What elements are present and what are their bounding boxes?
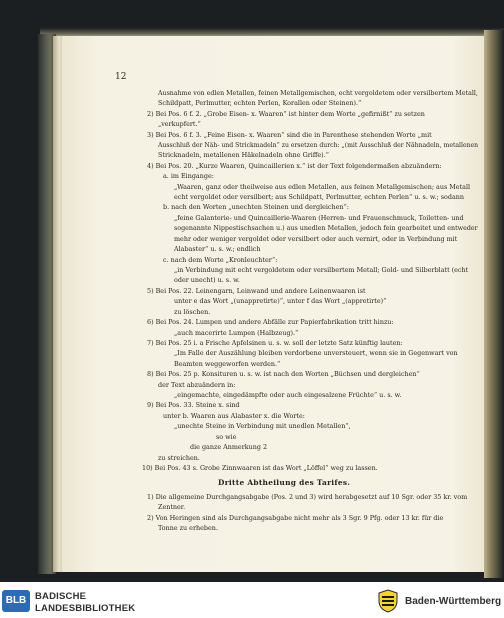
text-line: „auch macerirte Lumpen (Halbzeug).“	[174, 329, 299, 337]
text-line: unter b. Waaren aus Alabaster x. die Worte:	[163, 412, 305, 420]
state-name: Baden-Württemberg	[405, 596, 502, 607]
text-line: „in Verbindung mit echt vergoldetem oder versilbertem Metall; Gold- und Silberblatt (echt	[174, 266, 469, 274]
blb-logo: BLB	[2, 590, 30, 612]
text-line: „Waaren, ganz oder theilweise aus edlen Metallen, aus feinen Metallgemischen; aus Metall	[174, 183, 471, 191]
library-name-line2: LANDESBIBLIOTHEK	[35, 603, 136, 614]
text-line: 4) Bei Pos. 20. „Kurze Waaren, Quincaillerien x.“ ist der Text folgendermaßen abzuändern:	[147, 162, 442, 170]
text-line: b. nach den Worten „unechten Steinen und dergleichen“:	[163, 203, 349, 211]
text-line: 2) Von Heringen sind als Durchgangsabgabe nicht mehr als 3 Sgr. 9 Pfg. oder 13 kr. für die	[147, 514, 444, 522]
text-line: 7) Bei Pos. 25 i. a Frische Apfelsinen u. s. w. soll der letzte Satz künftig lauten:	[147, 339, 403, 347]
text-line: der Text abzuändern in:	[158, 381, 236, 389]
text-line: 1) Die allgemeine Durchgangsabgabe (Pos. 2 und 3) wird herabgesetzt auf 10 Sgr. oder 35 kr. vom	[147, 493, 468, 501]
text-line: echt vergoldet oder versilbert; aus Schildpatt, Perlmutter, echten Perlen“ u. s. w.; sodann	[174, 193, 465, 201]
library-name-line1: BADISCHE	[35, 591, 87, 602]
text-line: Tonne zu erheben.	[158, 524, 218, 532]
text-line: „eingemachte, eingedämpfte oder auch eingesalzene Früchte“ u. s. w.	[174, 391, 402, 399]
section-heading: Dritte Abtheilung des Tarifes.	[218, 478, 351, 487]
text-line: zu streichen.	[158, 454, 200, 462]
text-line: mehr oder weniger vergoldet oder versilbert oder auch vernirt, oder in Verbindung mit	[174, 235, 458, 243]
text-line: sogenannte Nippestischsachen u.) aus unedlen Metallen, jedoch fein gearbeitet und entweder	[174, 224, 478, 232]
text-line: so wie	[216, 433, 237, 441]
text-line: unter e das Wort „(unappretirte)“, unter f das Wort „(appretirte)“	[174, 297, 387, 305]
book-fore-edge	[484, 30, 504, 578]
text-line: 9) Bei Pos. 33. Steine x. sind	[147, 401, 240, 409]
text-line: 8) Bei Pos. 25 p. Konsituren u. s. w. ist nach den Worten „Büchsen und dergleichen“	[147, 370, 420, 378]
text-line: „Im Falle der Auszählung bleiben verdorbene unversteuert, wenn sie in Gegenwart von	[174, 349, 458, 357]
text-line: 3) Bei Pos. 6 f. 3. „Feine Eisen- x. Waaren“ sind die in Parenthese stehenden Worte „mit	[147, 131, 432, 139]
text-line: Ausnahme von edlen Metallen, feinen Metallgemischen, echt vergoldetem oder versilbertem Metall,	[158, 89, 478, 97]
text-line: 5) Bei Pos. 22. Leinengarn, Leinwand und andere Leinenwaaren ist	[147, 287, 366, 295]
text-line: Schildpatt, Perlmutter, echten Perlen, Korallen oder Steinen).“	[158, 99, 362, 107]
text-line: zu löschen.	[174, 308, 211, 316]
page-number: 12	[115, 72, 127, 82]
text-line: 6) Bei Pos. 24. Lumpen und andere Abfälle zur Papierfabrikation tritt hinzu:	[147, 318, 394, 326]
text-line: „unechte Steine in Verbindung mit unedlen Metallen“,	[174, 422, 351, 430]
text-line: Ausschluß der Näh- und Strickmadeln“ zu ersetzen durch: „(mit Ausschluß der Nähnadeln, metallenen	[158, 141, 479, 149]
text-line: Alabaster“ u. s. w.; endlich	[174, 245, 261, 253]
text-line: 2) Bei Pos. 6 f. 2. „Grobe Eisen- x. Waaren“ ist hinter dem Worte „gefirnißt“ zu setzen	[147, 110, 425, 118]
text-line: „verkupfert.“	[158, 120, 201, 128]
text-line: Stricknadeln, metallenen Häkelnadeln ohne Griffe).“	[158, 151, 329, 159]
text-line: c. nach dem Worte „Kronleuchter“:	[163, 256, 278, 264]
text-line: 10) Bei Pos. 43 s. Grobe Zinnwaaren ist das Wort „Löffel“ weg zu lassen.	[142, 464, 378, 472]
text-line: oder unecht) u. s. w.	[174, 276, 240, 284]
text-line: Zentner.	[158, 503, 186, 511]
text-line: Beamten weggeworfen werden.“	[174, 360, 281, 368]
text-line: a. im Eingange:	[163, 172, 214, 180]
text-line: die ganze Anmerkung 2	[190, 443, 268, 451]
text-line: „feine Galanterie- und Quincaillerie-Waaren (Herren- und Frauenschmuck, Toiletten- und	[174, 214, 464, 222]
bw-coat-of-arms-icon	[377, 589, 399, 613]
